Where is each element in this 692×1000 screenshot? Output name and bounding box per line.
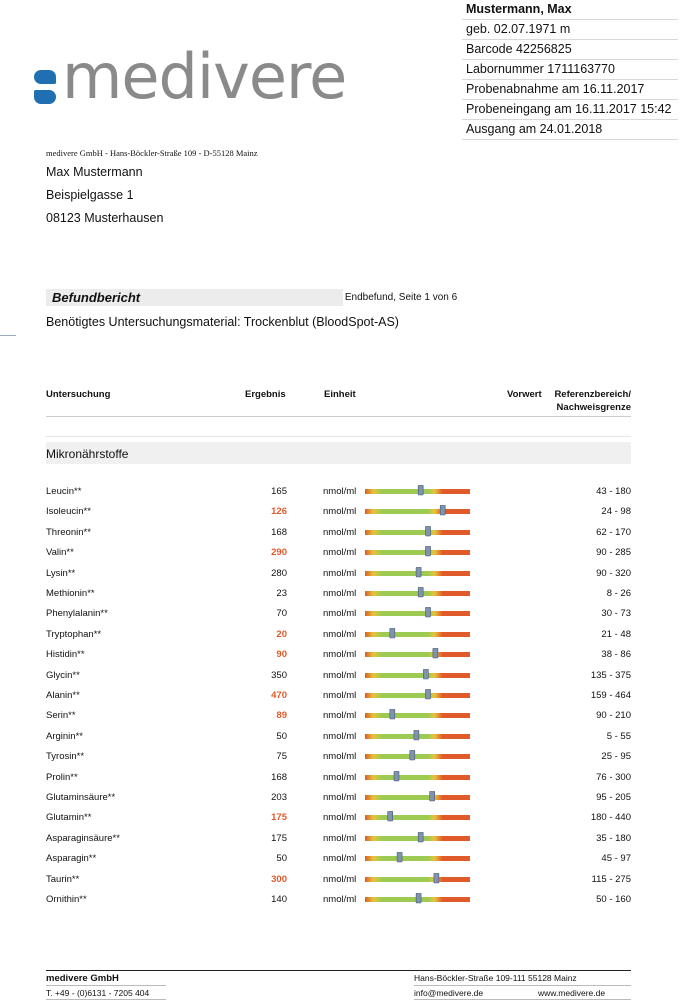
analyte-name: Histidin** bbox=[46, 649, 85, 661]
range-bar bbox=[365, 832, 470, 845]
range-gradient bbox=[365, 550, 470, 555]
range-gradient bbox=[365, 713, 470, 718]
table-row bbox=[0, 629, 692, 649]
range-gradient bbox=[365, 530, 470, 535]
patient-info-box bbox=[462, 0, 678, 140]
analyte-reference: 62 - 170 bbox=[596, 526, 631, 538]
analyte-name: Glutaminsäure** bbox=[46, 792, 116, 803]
range-bar bbox=[365, 628, 470, 641]
analyte-value: 50 bbox=[276, 730, 287, 742]
address-line-3: 08123 Musterhausen bbox=[46, 211, 164, 225]
range-gradient bbox=[365, 673, 470, 678]
analyte-name: Arginin** bbox=[46, 730, 83, 742]
range-gradient bbox=[365, 877, 470, 882]
address-line-2: Beispielgasse 1 bbox=[46, 188, 134, 202]
analyte-reference: 50 - 160 bbox=[596, 894, 631, 905]
col-ergebnis: Ergebnis bbox=[245, 389, 286, 400]
margin-mark bbox=[0, 335, 16, 336]
analyte-value: 140 bbox=[271, 894, 287, 905]
range-gradient bbox=[365, 836, 470, 841]
analyte-name: Asparaginsäure** bbox=[46, 832, 120, 844]
analyte-unit: nmol/ml bbox=[323, 710, 357, 722]
analyte-unit: nmol/ml bbox=[323, 547, 357, 559]
value-marker bbox=[430, 791, 435, 801]
analyte-reference: 35 - 180 bbox=[596, 832, 631, 844]
analyte-unit: nmol/ml bbox=[323, 832, 357, 844]
range-bar bbox=[365, 689, 470, 702]
range-gradient bbox=[365, 775, 470, 780]
analyte-unit: nmol/ml bbox=[323, 669, 357, 681]
analyte-reference: 180 - 440 bbox=[590, 812, 631, 824]
report-title: Befundbericht bbox=[52, 290, 141, 305]
analyte-unit: nmol/ml bbox=[323, 649, 357, 661]
value-marker bbox=[426, 607, 431, 617]
analyte-unit: nmol/ml bbox=[323, 608, 357, 620]
range-bar bbox=[365, 852, 470, 865]
analyte-value: 90 bbox=[276, 649, 287, 661]
value-marker bbox=[433, 648, 438, 658]
value-marker bbox=[414, 730, 419, 740]
footer-web[interactable]: www.medivere.de bbox=[538, 988, 606, 998]
col-vorwert: Vorwert bbox=[507, 389, 542, 400]
analyte-name: Phenylalanin** bbox=[46, 608, 108, 620]
analyte-unit: nmol/ml bbox=[323, 486, 357, 497]
analyte-reference: 90 - 285 bbox=[596, 547, 631, 559]
analyte-name: Asparagin** bbox=[46, 853, 97, 865]
patient-barcode: Barcode 42256825 bbox=[462, 40, 678, 60]
col-einheit: Einheit bbox=[324, 389, 356, 400]
material-line: Benötigtes Untersuchungsmaterial: Trockenblut (BloodSpot-AS) bbox=[46, 315, 399, 329]
analyte-unit: nmol/ml bbox=[323, 588, 357, 599]
analyte-name: Valin** bbox=[46, 547, 74, 559]
table-row bbox=[0, 547, 692, 567]
table-row bbox=[0, 506, 692, 526]
patient-birth: geb. 02.07.1971 m bbox=[462, 20, 678, 40]
table-row bbox=[0, 690, 692, 710]
analyte-unit: nmol/ml bbox=[323, 751, 357, 763]
table-row bbox=[0, 608, 692, 628]
range-gradient bbox=[365, 815, 470, 820]
analyte-reference: 159 - 464 bbox=[590, 690, 631, 701]
range-bar bbox=[365, 893, 470, 906]
value-marker bbox=[390, 628, 395, 638]
analyte-reference: 135 - 375 bbox=[590, 669, 631, 681]
analyte-value: 350 bbox=[271, 669, 287, 681]
analyte-value: 126 bbox=[271, 506, 287, 518]
analyte-name: Glutamin** bbox=[46, 812, 92, 824]
analyte-unit: nmol/ml bbox=[323, 853, 357, 865]
value-marker bbox=[410, 750, 415, 760]
value-marker bbox=[388, 811, 393, 821]
range-bar bbox=[365, 709, 470, 722]
range-bar bbox=[365, 750, 470, 763]
analyte-unit: nmol/ml bbox=[323, 567, 357, 579]
report-status: Endbefund, Seite 1 von 6 bbox=[343, 289, 459, 306]
address-line-1: Max Mustermann bbox=[46, 165, 143, 179]
analyte-name: Alanin** bbox=[46, 690, 80, 701]
analyte-reference: 8 - 26 bbox=[606, 588, 631, 599]
value-marker bbox=[426, 546, 431, 556]
analyte-reference: 95 - 205 bbox=[596, 792, 631, 803]
analyte-name: Tyrosin** bbox=[46, 751, 85, 763]
analyte-unit: nmol/ml bbox=[323, 792, 357, 803]
analyte-reference: 90 - 210 bbox=[596, 710, 631, 722]
range-bar bbox=[365, 567, 470, 580]
table-row bbox=[0, 649, 692, 669]
col-referenz-2: Nachweisgrenze bbox=[556, 402, 631, 413]
table-row bbox=[0, 772, 692, 792]
analyte-name: Threonin** bbox=[46, 526, 91, 538]
value-marker bbox=[416, 893, 421, 903]
analyte-reference: 76 - 300 bbox=[596, 771, 631, 783]
footer-divider bbox=[46, 985, 166, 986]
value-marker bbox=[397, 852, 402, 862]
footer-divider bbox=[414, 985, 631, 986]
range-gradient bbox=[365, 795, 470, 800]
footer-phone: T. +49 - (0)6131 - 7205 404 bbox=[46, 988, 150, 998]
range-bar bbox=[365, 730, 470, 743]
footer-divider bbox=[46, 970, 631, 971]
analyte-name: Serin** bbox=[46, 710, 76, 722]
analyte-value: 470 bbox=[271, 690, 287, 701]
value-marker bbox=[426, 526, 431, 536]
range-gradient bbox=[365, 489, 470, 494]
analyte-reference: 5 - 55 bbox=[606, 730, 631, 742]
value-marker bbox=[426, 689, 431, 699]
range-gradient bbox=[365, 591, 470, 596]
analyte-reference: 90 - 320 bbox=[596, 567, 631, 579]
table-row bbox=[0, 874, 692, 894]
analyte-unit: nmol/ml bbox=[323, 526, 357, 538]
range-gradient bbox=[365, 611, 470, 616]
range-bar bbox=[365, 546, 470, 559]
table-row bbox=[0, 751, 692, 771]
table-row bbox=[0, 853, 692, 873]
analyte-value: 50 bbox=[276, 853, 287, 865]
col-untersuchung: Untersuchung bbox=[46, 389, 111, 400]
analyte-reference: 38 - 86 bbox=[601, 649, 631, 661]
value-marker bbox=[418, 587, 423, 597]
analyte-reference: 21 - 48 bbox=[601, 628, 631, 640]
analyte-reference: 115 - 275 bbox=[591, 873, 631, 885]
range-gradient bbox=[365, 509, 470, 514]
table-row bbox=[0, 792, 692, 812]
value-marker bbox=[440, 505, 445, 515]
analyte-name: Isoleucin** bbox=[46, 506, 91, 518]
logo-dot-icon bbox=[34, 70, 56, 84]
analyte-name: Tryptophan** bbox=[46, 628, 102, 640]
analyte-reference: 45 - 97 bbox=[601, 853, 631, 865]
range-bar bbox=[365, 505, 470, 518]
analyte-reference: 43 - 180 bbox=[596, 486, 631, 497]
analyte-reference: 25 - 95 bbox=[601, 751, 631, 763]
analyte-unit: nmol/ml bbox=[323, 771, 357, 783]
analyte-unit: nmol/ml bbox=[323, 506, 357, 518]
analyte-value: 175 bbox=[271, 812, 287, 824]
range-bar bbox=[365, 873, 470, 886]
range-bar bbox=[365, 485, 470, 498]
range-bar bbox=[365, 648, 470, 661]
range-bar bbox=[365, 607, 470, 620]
logo-dot-icon bbox=[34, 90, 56, 104]
patient-labnummer: Labornummer 1711163770 bbox=[462, 60, 678, 80]
analyte-value: 23 bbox=[276, 588, 287, 599]
analyte-name: Methionin** bbox=[46, 588, 95, 599]
range-bar bbox=[365, 811, 470, 824]
value-marker bbox=[418, 485, 423, 495]
table-row bbox=[0, 670, 692, 690]
divider bbox=[46, 416, 631, 417]
analyte-name: Lysin** bbox=[46, 567, 76, 579]
table-row bbox=[0, 486, 692, 506]
patient-name: Mustermann, Max bbox=[462, 0, 678, 20]
patient-probenabnahme: Probenabnahme am 16.11.2017 bbox=[462, 80, 678, 100]
value-marker bbox=[394, 771, 399, 781]
footer-email[interactable]: info@medivere.de bbox=[414, 988, 484, 998]
patient-probeneingang: Probeneingang am 16.11.2017 15:42 bbox=[462, 100, 678, 120]
value-marker bbox=[416, 567, 421, 577]
analyte-value: 300 bbox=[271, 873, 287, 885]
table-row bbox=[0, 833, 692, 853]
range-gradient bbox=[365, 632, 470, 637]
analyte-unit: nmol/ml bbox=[323, 690, 357, 701]
range-gradient bbox=[365, 754, 470, 759]
analyte-value: 280 bbox=[271, 567, 287, 579]
analyte-value: 168 bbox=[271, 771, 287, 783]
table-row bbox=[0, 710, 692, 730]
value-marker bbox=[423, 669, 428, 679]
range-bar bbox=[365, 791, 470, 804]
analyte-value: 165 bbox=[271, 486, 287, 497]
range-gradient bbox=[365, 652, 470, 657]
table-row bbox=[0, 568, 692, 588]
analyte-value: 168 bbox=[271, 526, 287, 538]
analyte-unit: nmol/ml bbox=[323, 730, 357, 742]
footer-address: Hans-Böckler-Straße 109-111 55128 Mainz bbox=[414, 973, 577, 983]
analyte-value: 175 bbox=[271, 832, 287, 844]
range-bar bbox=[365, 771, 470, 784]
analyte-value: 203 bbox=[271, 792, 287, 803]
logo-text: medivere bbox=[62, 40, 347, 113]
table-row bbox=[0, 894, 692, 914]
analyte-value: 89 bbox=[276, 710, 287, 722]
report-bar bbox=[46, 289, 459, 306]
range-gradient bbox=[365, 693, 470, 698]
value-marker bbox=[434, 873, 439, 883]
table-row bbox=[0, 812, 692, 832]
analyte-value: 20 bbox=[276, 628, 287, 640]
range-bar bbox=[365, 587, 470, 600]
patient-ausgang: Ausgang am 24.01.2018 bbox=[462, 120, 678, 140]
analyte-value: 70 bbox=[276, 608, 287, 620]
analyte-name: Glycin** bbox=[46, 669, 80, 681]
section-header bbox=[46, 442, 631, 464]
analyte-unit: nmol/ml bbox=[323, 812, 357, 824]
analyte-reference: 30 - 73 bbox=[601, 608, 631, 620]
table-row bbox=[0, 731, 692, 751]
footer-company: medivere GmbH bbox=[46, 973, 119, 984]
table-row bbox=[0, 527, 692, 547]
analyte-name: Leucin** bbox=[46, 486, 82, 497]
analyte-value: 75 bbox=[276, 751, 287, 763]
analyte-unit: nmol/ml bbox=[323, 873, 357, 885]
analyte-reference: 24 - 98 bbox=[601, 506, 631, 518]
table-row bbox=[0, 588, 692, 608]
section-title: Mikronährstoffe bbox=[46, 447, 129, 461]
analyte-name: Prolin** bbox=[46, 771, 78, 783]
value-marker bbox=[390, 709, 395, 719]
analyte-unit: nmol/ml bbox=[323, 894, 357, 905]
col-referenz-1: Referenzbereich/ bbox=[554, 389, 631, 400]
analyte-name: Taurin** bbox=[46, 873, 80, 885]
sender-line: medivere GmbH - Hans-Böckler-Straße 109 - D-55128 Mainz bbox=[46, 148, 258, 158]
divider bbox=[46, 436, 631, 437]
analyte-unit: nmol/ml bbox=[323, 628, 357, 640]
analyte-name: Ornithin** bbox=[46, 894, 87, 905]
range-gradient bbox=[365, 856, 470, 861]
range-bar bbox=[365, 669, 470, 682]
range-bar bbox=[365, 526, 470, 539]
analyte-value: 290 bbox=[271, 547, 287, 559]
value-marker bbox=[418, 832, 423, 842]
